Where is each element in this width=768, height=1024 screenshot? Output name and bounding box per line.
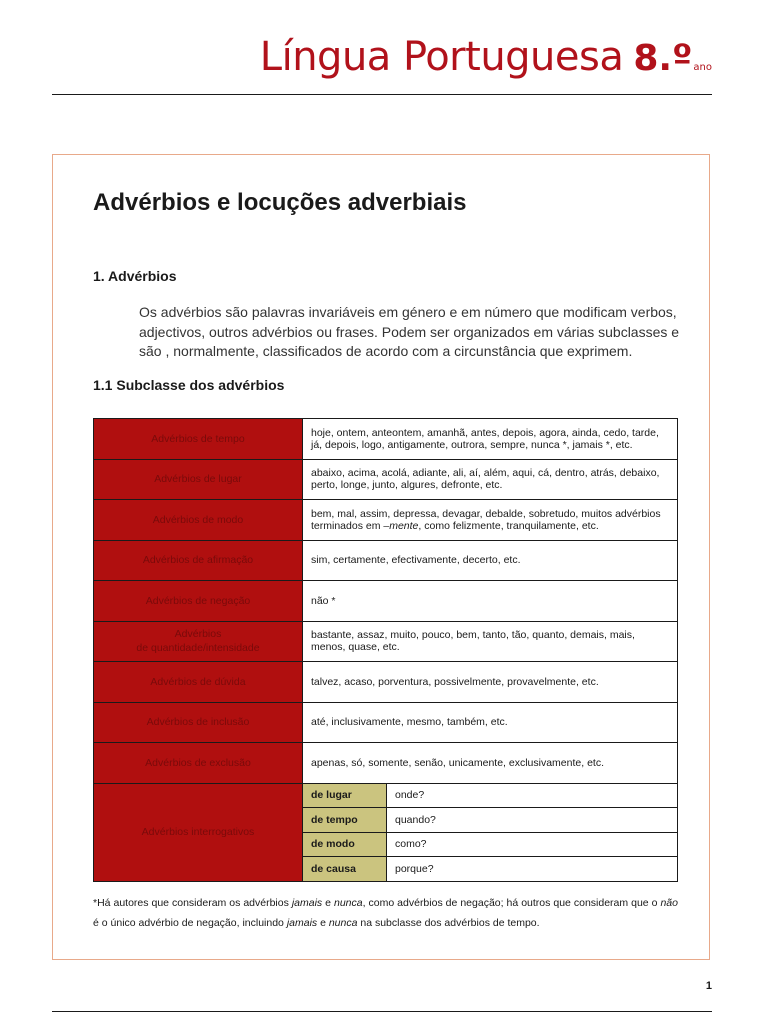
brand-grade-suffix: ano (693, 62, 712, 73)
category-line: Advérbios (174, 628, 222, 641)
intro-paragraph: Os advérbios são palavras invariáveis em género e em número que modificam verbos, adjectivos, outros advérbios ou frases. Podem ser organizados em várias subclasses e são , normalmente, classificados de acordo com a circunstância que exprimem. (139, 304, 680, 359)
table-row (94, 743, 678, 784)
footnote-text: na subclasse dos advérbios de tempo. (357, 917, 540, 929)
category-cell: Advérbios de modo (94, 500, 303, 541)
section-heading-adverbios: 1. Advérbios (93, 268, 177, 284)
table-row (94, 581, 678, 622)
brand-logo (260, 34, 712, 80)
subcategory-cell: de causa (303, 857, 387, 882)
table-row (94, 459, 678, 500)
category-cell: Advérbios de negação (94, 581, 303, 622)
examples-cell: talvez, acaso, porventura, possivelmente, provavelmente, etc. (303, 662, 678, 703)
examples-cell: não * (303, 581, 678, 622)
subcategory-value: quando? (387, 808, 678, 833)
adverb-subclass-table (93, 418, 678, 882)
category-line: de quantidade/intensidade (136, 642, 260, 655)
subcategory-cell: de tempo (303, 808, 387, 833)
footnote-emphasis: nunca (328, 917, 358, 929)
subcategory-cell: de lugar (303, 783, 387, 808)
page-number: 1 (705, 980, 712, 992)
table-row (94, 783, 678, 808)
brand-grade: 8.º (633, 38, 693, 79)
table-row (94, 500, 678, 541)
table-row (94, 621, 678, 662)
footnote-text: e (317, 917, 329, 929)
footnote-text: *Há autores que consideram os advérbios (93, 897, 292, 909)
table-row (94, 702, 678, 743)
subcategory-value: porque? (387, 857, 678, 882)
footnote-text: é o único advérbio de negação, incluindo (93, 917, 287, 929)
suffix-emphasis: –mente (383, 519, 419, 532)
footer-divider (52, 1011, 712, 1012)
subcategory-value: como? (387, 832, 678, 857)
footnote-text: e (322, 897, 334, 909)
category-cell: Advérbios de afirmação (94, 540, 303, 581)
category-cell: Advérbios de inclusão (94, 702, 303, 743)
examples-cell: apenas, só, somente, senão, unicamente, exclusivamente, etc. (303, 743, 678, 784)
examples-text: bem, mal, assim, depressa, devagar, debalde, sobretudo, muitos advérbios terminados em (311, 507, 661, 532)
table-row (94, 419, 678, 460)
examples-cell (303, 500, 678, 541)
table-row (94, 540, 678, 581)
section-heading-subclasses: 1.1 Subclasse dos advérbios (93, 377, 285, 393)
brand-title: Língua Portuguesa (259, 34, 624, 80)
examples-cell: sim, certamente, efectivamente, decerto, etc. (303, 540, 678, 581)
footnote (93, 893, 678, 933)
category-cell: Advérbios interrogativos (94, 783, 303, 881)
footnote-emphasis: jamais (291, 897, 323, 909)
examples-text: , como felizmente, tranquilamente, etc. (418, 519, 599, 532)
examples-cell: hoje, ontem, anteontem, amanhã, antes, depois, agora, ainda, cedo, tarde, já, depois, logo, antigamente, outrora, sempre, nunca *, jamais *, etc. (303, 419, 678, 460)
examples-cell: bastante, assaz, muito, pouco, bem, tanto, tão, quanto, demais, mais, menos, quase, etc. (303, 621, 678, 662)
footnote-emphasis: nunca (334, 897, 363, 909)
category-cell: Advérbios de dúvida (94, 662, 303, 703)
page-header (52, 28, 712, 95)
footnote-emphasis: não (660, 897, 678, 909)
category-cell (94, 621, 303, 662)
examples-cell: até, inclusivamente, mesmo, também, etc. (303, 702, 678, 743)
footnote-emphasis: jamais (286, 917, 318, 929)
examples-cell: abaixo, acima, acolá, adiante, ali, aí, além, aqui, cá, dentro, atrás, debaixo, perto, longe, junto, algures, defronte, etc. (303, 459, 678, 500)
footnote-text: , como advérbios de negação; há outros que consideram que o (362, 897, 661, 909)
subcategory-value: onde? (387, 783, 678, 808)
document-title: Advérbios e locuções adverbiais (93, 189, 467, 216)
category-cell: Advérbios de lugar (94, 459, 303, 500)
table-row (94, 662, 678, 703)
category-cell: Advérbios de tempo (94, 419, 303, 460)
subcategory-cell: de modo (303, 832, 387, 857)
content-panel (52, 154, 710, 960)
category-cell: Advérbios de exclusão (94, 743, 303, 784)
